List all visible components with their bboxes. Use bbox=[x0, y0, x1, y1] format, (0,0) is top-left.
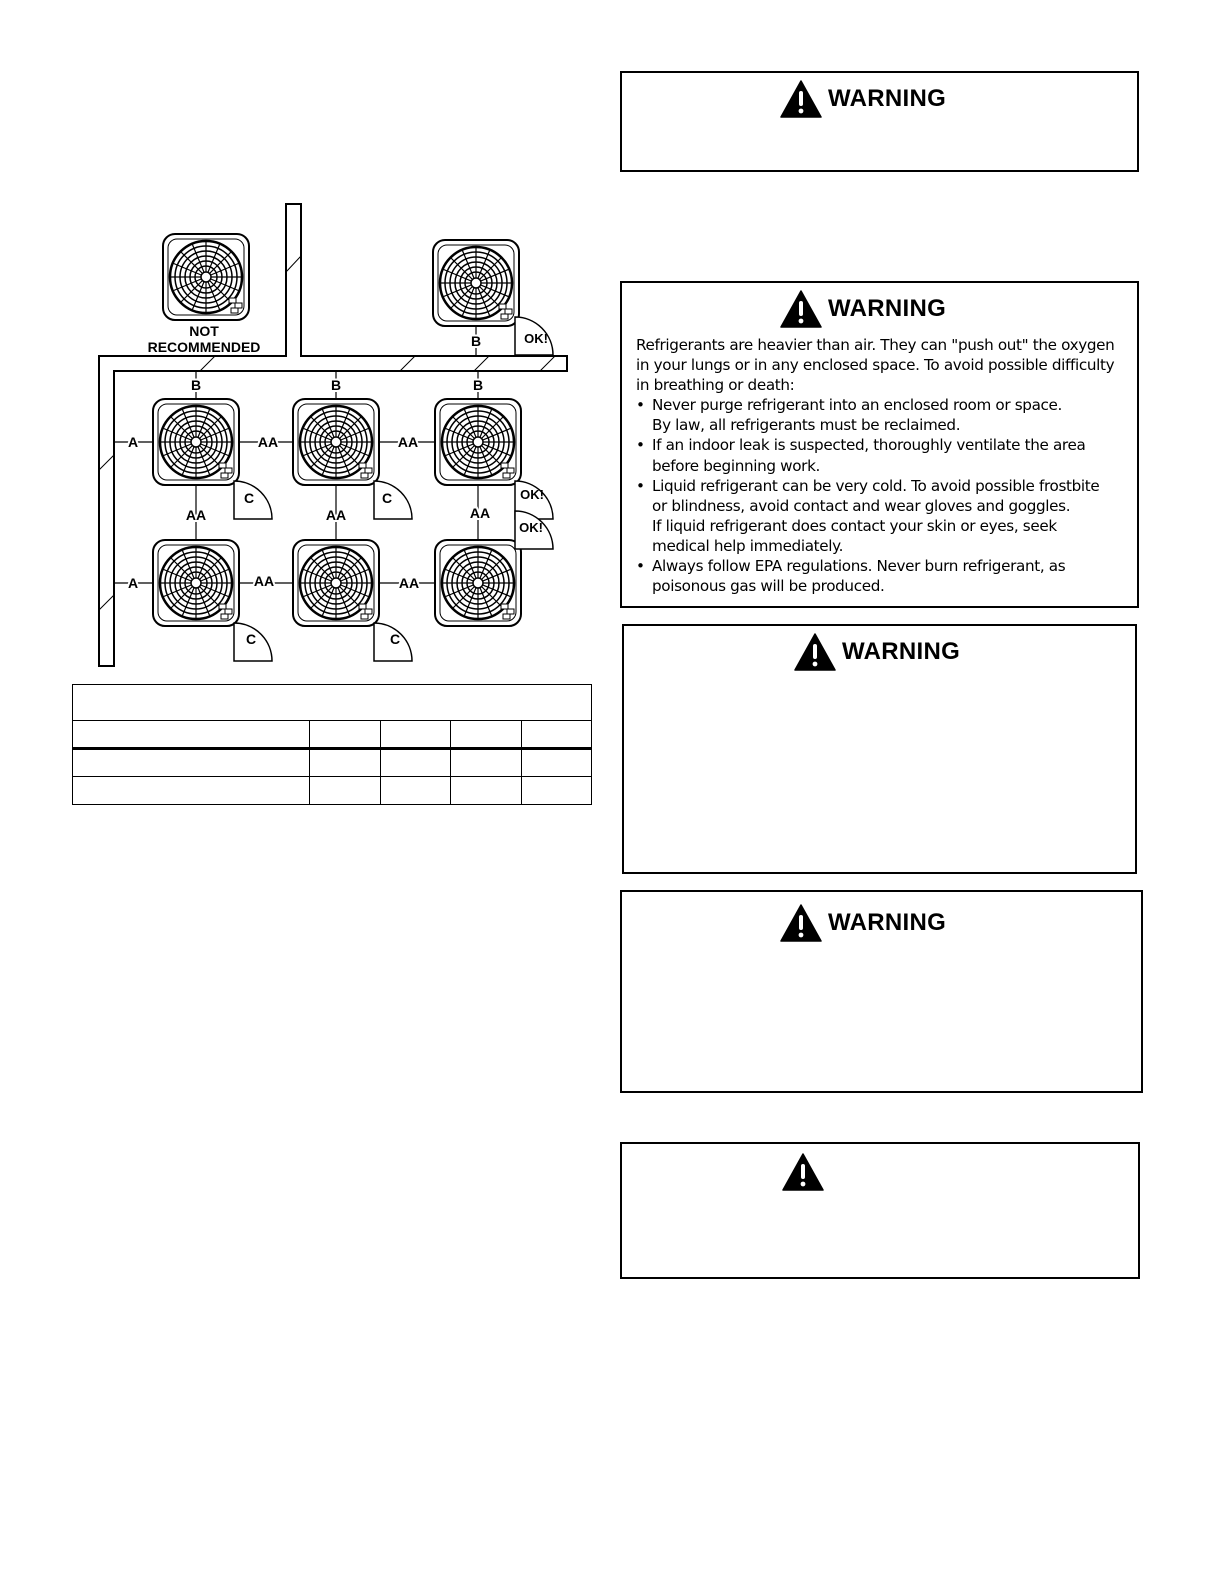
warning-heading: WARNING bbox=[828, 909, 947, 936]
table-cell bbox=[73, 777, 310, 805]
clearance-table bbox=[72, 684, 592, 805]
recommended-label: RECOMMENDED bbox=[147, 339, 261, 355]
bullet-continuation: medical help immediately. bbox=[652, 536, 844, 555]
condenser-unit bbox=[435, 399, 521, 485]
warning-triangle-icon bbox=[780, 80, 822, 118]
intro-line: Refrigerants are heavier than air. They can "push out" the oxygen bbox=[636, 336, 1115, 354]
not-label: NOT bbox=[189, 323, 219, 339]
condenser-unit-not-recommended bbox=[163, 234, 249, 320]
table-cell bbox=[310, 777, 381, 805]
clearance-b-label: B bbox=[190, 377, 202, 393]
clearance-diagram bbox=[0, 0, 600, 680]
clearance-a-label: A bbox=[127, 434, 139, 450]
bullet-icon: • bbox=[636, 436, 645, 455]
warning-triangle-icon bbox=[780, 904, 822, 942]
warning-heading: WARNING bbox=[828, 85, 947, 112]
table-cell bbox=[521, 749, 592, 777]
condenser-unit-outside bbox=[433, 240, 519, 326]
table-header-cell bbox=[73, 721, 310, 749]
table-header-cell bbox=[521, 721, 592, 749]
bullet-continuation: By law, all refrigerants must be reclaimed. bbox=[652, 416, 961, 435]
bullet-icon: • bbox=[636, 476, 645, 495]
warning-triangle-icon bbox=[794, 633, 836, 671]
clearance-aa-label: AA bbox=[398, 575, 420, 591]
clearance-c-label: C bbox=[389, 631, 401, 647]
condenser-unit bbox=[293, 399, 379, 485]
condenser-unit bbox=[435, 540, 521, 626]
ok-label: OK! bbox=[520, 487, 544, 502]
warning-triangle-icon bbox=[780, 290, 822, 328]
warning-body bbox=[636, 335, 1123, 596]
clearance-aa-label: AA bbox=[185, 507, 207, 523]
clearance-b-label: B bbox=[470, 333, 482, 349]
ok-label: OK! bbox=[519, 520, 543, 535]
bullet-icon: • bbox=[636, 396, 645, 415]
warning-box bbox=[622, 624, 1137, 874]
condenser-unit bbox=[293, 540, 379, 626]
bullet-item: • Liquid refrigerant can be very cold. To avoid possible frostbite or blindness, avoid contact and wear gloves and goggles. bbox=[636, 476, 1100, 515]
warning-box bbox=[620, 890, 1143, 1093]
warning-box-refrigerants bbox=[620, 281, 1139, 608]
clearance-c-label: C bbox=[245, 631, 257, 647]
clearance-aa-label: AA bbox=[397, 434, 419, 450]
ok-label: OK! bbox=[524, 331, 548, 346]
condenser-unit bbox=[153, 399, 239, 485]
clearance-c-label: C bbox=[381, 490, 393, 506]
bullet-item: • Never purge refrigerant into an enclosed room or space. bbox=[636, 396, 1063, 415]
bullet-continuation: If liquid refrigerant does contact your skin or eyes, seek bbox=[652, 516, 1057, 535]
clearance-aa-label: AA bbox=[469, 505, 491, 521]
table-cell bbox=[451, 777, 522, 805]
caution-box bbox=[620, 1142, 1140, 1279]
clearance-c-label: C bbox=[243, 490, 255, 506]
clearance-aa-label: AA bbox=[253, 573, 275, 589]
condenser-unit bbox=[153, 540, 239, 626]
bullet-item: • Always follow EPA regulations. Never burn refrigerant, as poisonous gas will be produced. bbox=[636, 557, 1066, 596]
intro-line: in breathing or death: bbox=[636, 376, 795, 395]
service-door-arc bbox=[374, 481, 412, 519]
warning-heading: WARNING bbox=[842, 638, 961, 665]
warning-triangle-icon bbox=[782, 1153, 824, 1191]
clearance-a-label: A bbox=[127, 575, 139, 591]
table-cell bbox=[380, 749, 451, 777]
intro-line: in your lungs or in any enclosed space. To avoid possible difficulty bbox=[636, 356, 1115, 375]
clearance-b-label: B bbox=[472, 377, 484, 393]
clearance-aa-label: AA bbox=[257, 434, 279, 450]
table-cell bbox=[73, 749, 310, 777]
table-header-cell bbox=[380, 721, 451, 749]
warning-box bbox=[620, 71, 1139, 172]
table-cell bbox=[310, 749, 381, 777]
table-header-cell bbox=[451, 721, 522, 749]
table-cell bbox=[451, 749, 522, 777]
table-cell bbox=[521, 777, 592, 805]
clearance-b-label: B bbox=[330, 377, 342, 393]
bullet-icon: • bbox=[636, 557, 645, 576]
clearance-aa-label: AA bbox=[325, 507, 347, 523]
bullet-item: • If an indoor leak is suspected, thoroughly ventilate the area before beginning work. bbox=[636, 436, 1086, 475]
warning-heading: WARNING bbox=[828, 295, 947, 322]
table-cell bbox=[380, 777, 451, 805]
table-title-cell bbox=[73, 685, 592, 721]
table-header-cell bbox=[310, 721, 381, 749]
